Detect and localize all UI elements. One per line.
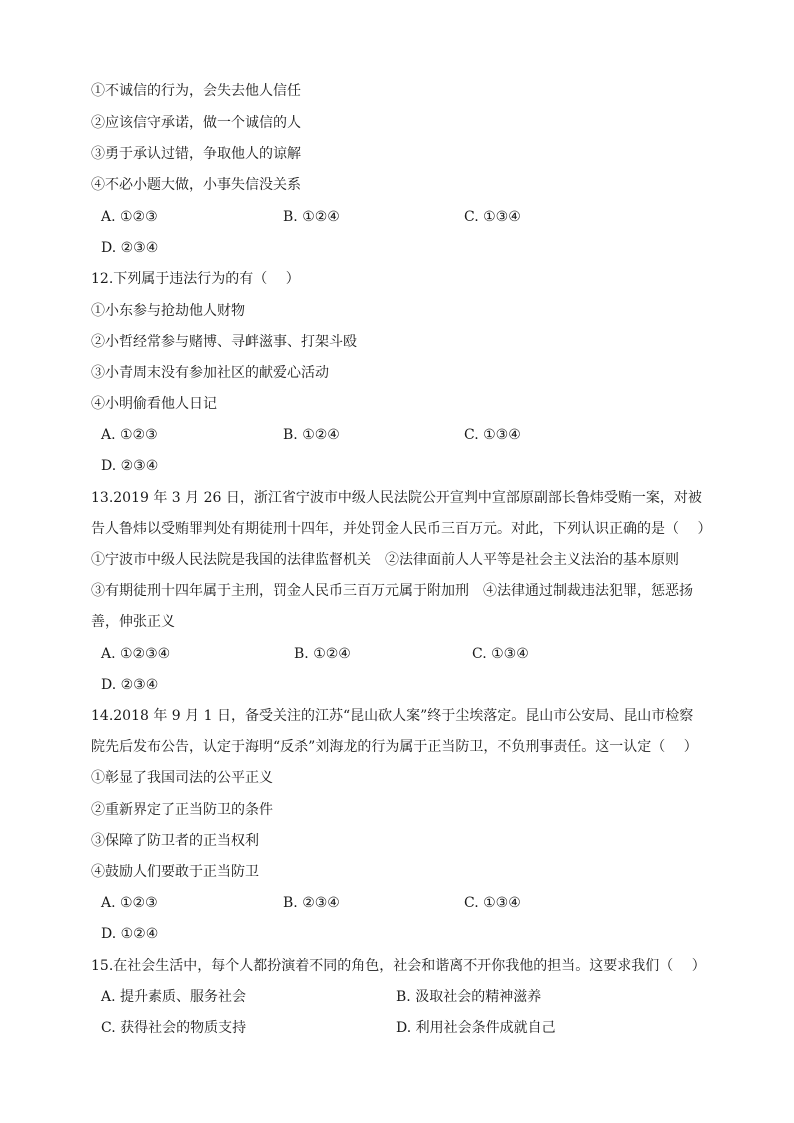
q12-stem: 12.下列属于违法行为的有（ ） bbox=[91, 271, 300, 287]
q13-option-b: B. ①②④ bbox=[294, 646, 351, 662]
q13-option-c: C. ①③④ bbox=[472, 646, 529, 662]
q13-option-a: A. ①②③④ bbox=[101, 646, 171, 662]
q13-option-d: D. ②③④ bbox=[101, 677, 159, 693]
q14-item-2: ②重新界定了正当防卫的条件 bbox=[91, 802, 273, 818]
q11-option-a: A. ①②③ bbox=[101, 209, 158, 225]
q11-option-c: C. ①③④ bbox=[464, 209, 521, 225]
q14-option-d: D. ①②④ bbox=[101, 926, 159, 942]
q15-option-b: B. 汲取社会的精神滋养 bbox=[396, 989, 542, 1005]
q15-option-c: C. 获得社会的物质支持 bbox=[101, 1020, 247, 1036]
q14-option-b: B. ②③④ bbox=[283, 895, 340, 911]
q11-option-b: B. ①②④ bbox=[283, 209, 340, 225]
q11-item-4: ④不必小题大做，小事失信没关系 bbox=[91, 177, 301, 193]
q14-option-a: A. ①②③ bbox=[101, 895, 158, 911]
q13-line-1: ①宁波市中级人民法院是我国的法律监督机关 ②法律面前人人平等是社会主义法治的基本原则 bbox=[91, 552, 679, 568]
q13-line-2: ③有期徒刑十四年属于主刑，罚金人民币三百万元属于附加刑 ④法律通过制裁违法犯罪，惩恶扬善，伸张正义 bbox=[91, 583, 693, 630]
q14-item-1: ①彰显了我国司法的公平正义 bbox=[91, 770, 273, 786]
q11-option-d: D. ②③④ bbox=[101, 240, 159, 256]
q12-item-1: ①小东参与抢劫他人财物 bbox=[91, 303, 245, 319]
q14-item-3: ③保障了防卫者的正当权利 bbox=[91, 833, 259, 849]
q11-item-1: ①不诚信的行为，会失去他人信任 bbox=[91, 83, 301, 99]
q12-item-3: ③小青周末没有参加社区的献爱心活动 bbox=[91, 365, 329, 381]
q15-stem: 15.在社会生活中，每个人都扮演着不同的角色，社会和谐离不开你我他的担当。这要求我们（ ） bbox=[91, 958, 706, 974]
q14-option-c: C. ①③④ bbox=[464, 895, 521, 911]
q12-option-d: D. ②③④ bbox=[101, 458, 159, 474]
q12-option-c: C. ①③④ bbox=[464, 427, 521, 443]
q14-item-4: ④鼓励人们要敢于正当防卫 bbox=[91, 864, 259, 880]
q11-item-2: ②应该信守承诺，做一个诚信的人 bbox=[91, 115, 301, 131]
q14-stem: 14.2018 年 9 月 1 日，备受关注的江苏“昆山砍人案”终于尘埃落定。昆山市公安局、昆山市检察院先后发布公告，认定于海明“反杀”刘海龙的行为属于正当防卫，不负刑事责任。这一认定（ ） bbox=[91, 708, 698, 755]
q13-stem: 13.2019 年 3 月 26 日，浙江省宁波市中级人民法院公开宣判中宣部原副部长鲁炜受贿一案，对被告人鲁炜以受贿罪判处有期徒刑十四年，并处罚金人民币三百万元。对此，下列认识正确的是（ ） bbox=[91, 490, 712, 537]
q15-option-d: D. 利用社会条件成就自己 bbox=[396, 1020, 556, 1036]
q12-item-2: ②小哲经常参与赌博、寻衅滋事、打架斗殴 bbox=[91, 334, 357, 350]
q15-option-a: A. 提升素质、服务社会 bbox=[101, 989, 247, 1005]
q11-item-3: ③勇于承认过错，争取他人的谅解 bbox=[91, 146, 301, 162]
q12-item-4: ④小明偷看他人日记 bbox=[91, 396, 217, 412]
q12-option-a: A. ①②③ bbox=[101, 427, 158, 443]
q12-option-b: B. ①②④ bbox=[283, 427, 340, 443]
